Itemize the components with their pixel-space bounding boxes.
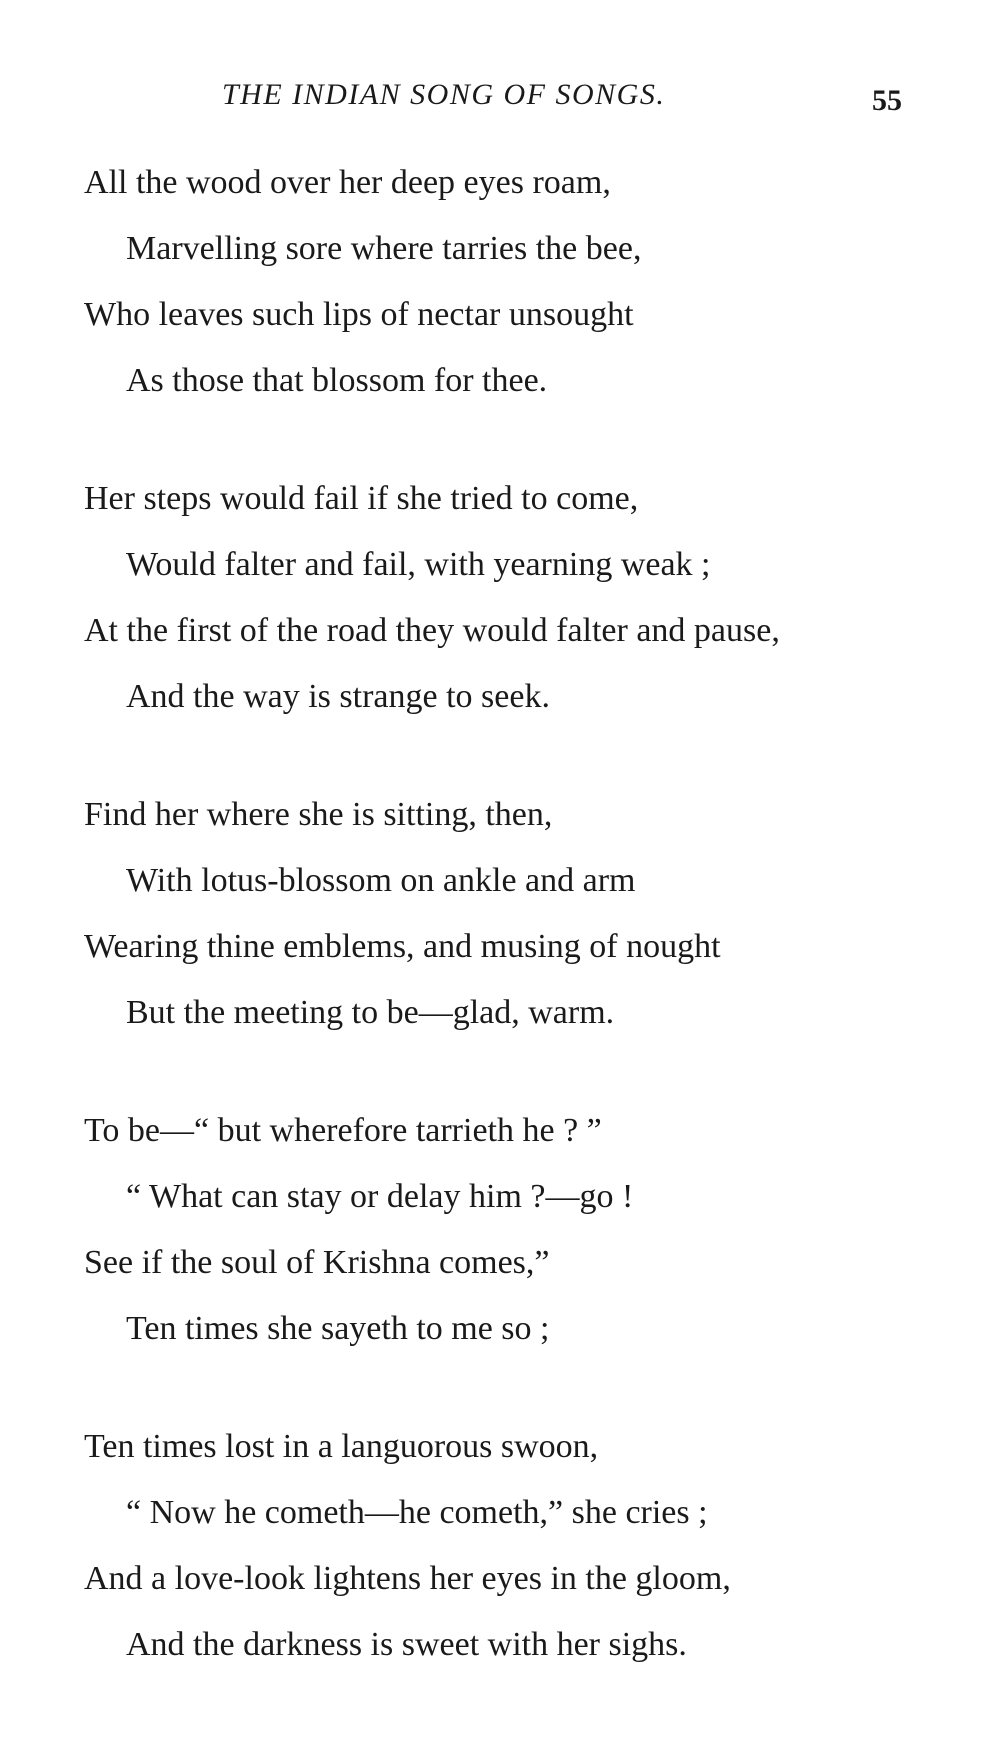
verse-line: With lotus-blossom on ankle and arm [126,862,636,899]
verse-line: And the way is strange to seek. [126,678,550,715]
verse-line: “ What can stay or delay him ?—go ! [126,1178,634,1215]
verse-line: Ten times lost in a languorous swoon, [84,1428,599,1465]
verse-line: And a love-look lightens her eyes in the gloom, [84,1560,731,1597]
verse-line: See if the soul of Krishna comes,” [84,1244,550,1281]
verse-line: Her steps would fail if she tried to come, [84,480,639,517]
verse-line: To be—“ but wherefore tarrieth he ? ” [84,1112,602,1149]
verse-line: Would falter and fail, with yearning weak ; [126,546,711,583]
running-title: THE INDIAN SONG OF SONGS. [222,78,666,111]
stanza-3 [84,782,964,1046]
verse-line: Ten times she sayeth to me so ; [126,1310,550,1347]
poem [84,150,964,1678]
verse-line: As those that blossom for thee. [126,362,548,399]
verse-line: All the wood over her deep eyes roam, [84,164,611,201]
verse-line: Find her where she is sitting, then, [84,796,553,833]
verse-line: Marvelling sore where tarries the bee, [126,230,642,267]
verse-line: At the first of the road they would falter and pause, [84,612,780,649]
verse-line: Wearing thine emblems, and musing of nought [84,928,721,965]
stanza-2 [84,466,964,730]
stanza-5 [84,1414,964,1678]
verse-line: Who leaves such lips of nectar unsought [84,296,634,333]
stanza-4 [84,1098,964,1362]
verse-line: And the darkness is sweet with her sighs. [126,1626,687,1663]
stanza-1 [84,150,964,414]
page-number: 55 [872,84,902,117]
verse-line: But the meeting to be—glad, warm. [126,994,615,1031]
verse-line: “ Now he cometh—he cometh,” she cries ; [126,1494,708,1531]
